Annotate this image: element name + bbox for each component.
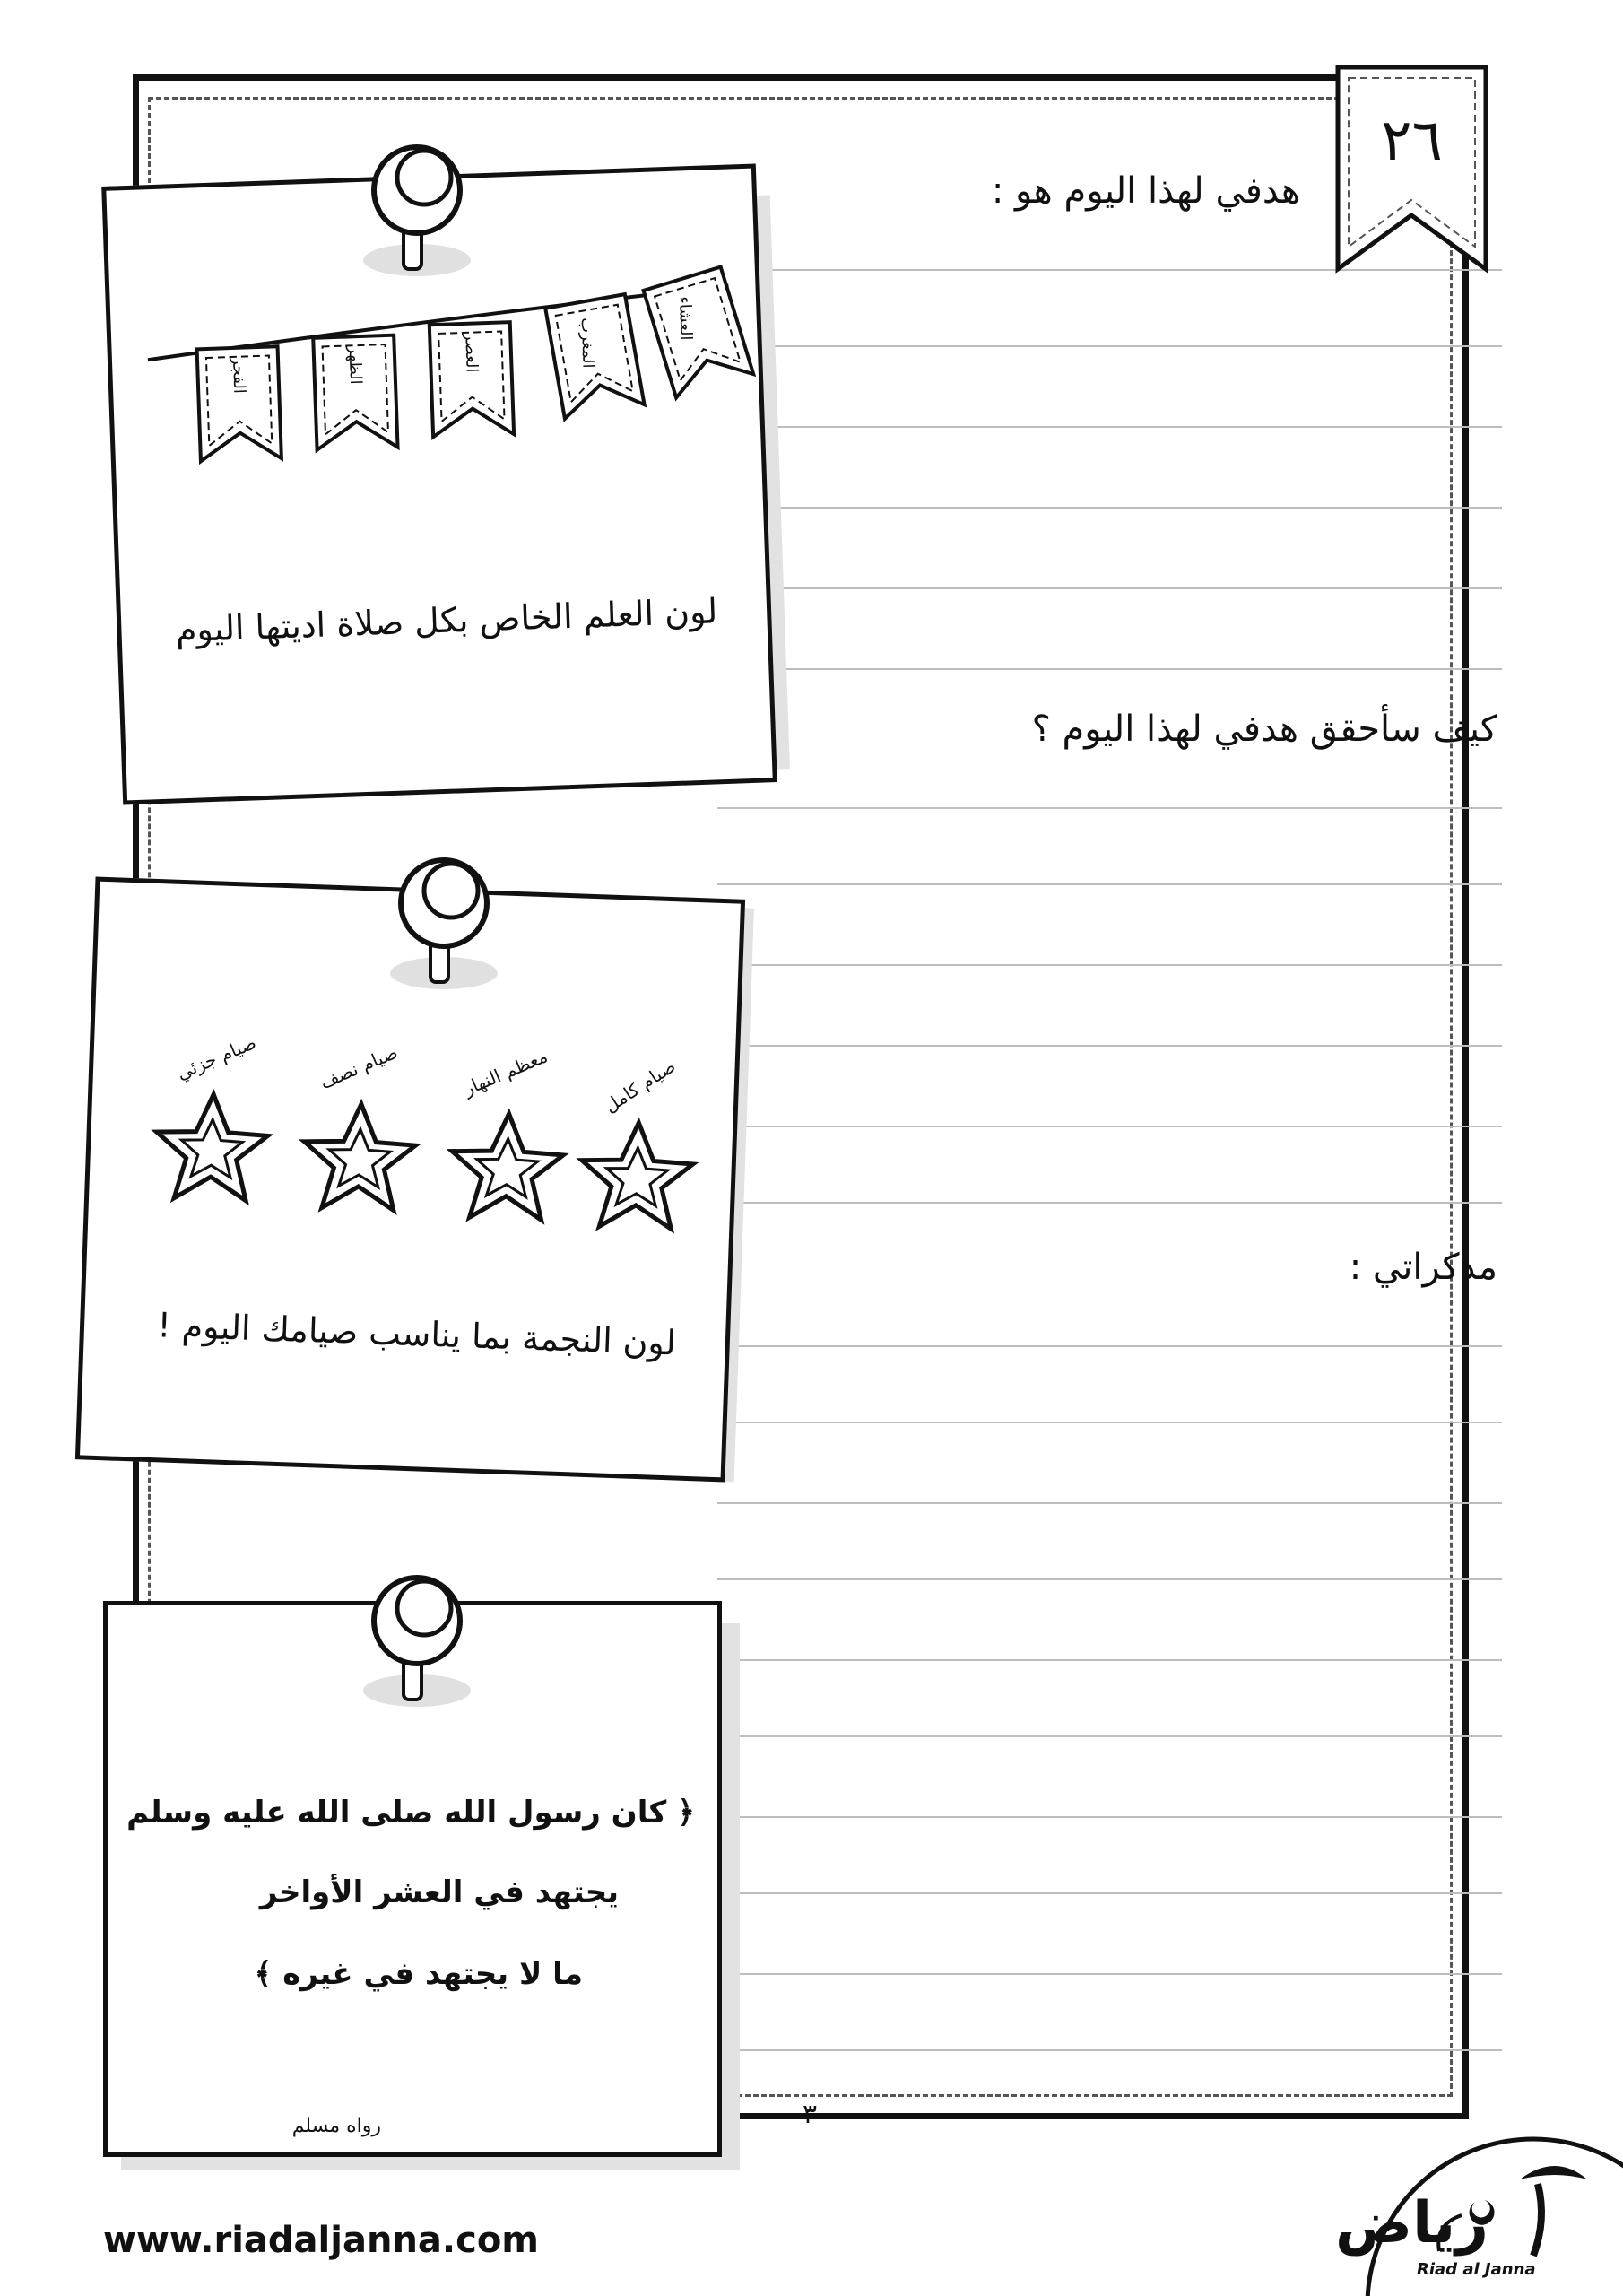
flag-icon	[644, 267, 754, 398]
push-pin-icon	[381, 848, 507, 1000]
hadith-line-2: يجتهد في العشر الأواخر	[259, 1874, 619, 1910]
star-icon	[302, 1102, 417, 1211]
push-pin-icon	[354, 1565, 480, 1718]
flag-label-fajr: الفجر	[228, 356, 249, 395]
hadith-source: رواه مسلم	[291, 2115, 381, 2137]
fasting-instruction: لون النجمة بما يناسب صيامك اليوم !	[156, 1305, 677, 1363]
star-icon	[450, 1112, 565, 1221]
goal-heading: هدفي لهذا اليوم هو :	[991, 170, 1300, 212]
notes-heading: مذكراتي :	[1349, 1247, 1497, 1288]
star-label-full: صيام كامل	[600, 1055, 680, 1118]
push-pin-icon	[354, 135, 480, 287]
flag-label-dhuhr: الظهر	[344, 344, 366, 386]
prayer-instruction: لون العلم الخاص بكل صلاة اديتها اليوم	[175, 591, 718, 650]
star-label-half: صيام نصف	[317, 1041, 401, 1093]
hadith-line-1: ﴿ كان رسول الله صلى الله عليه وسلم	[126, 1795, 695, 1831]
logo-caption: Riad al Janna	[1417, 2260, 1536, 2279]
flag-label-isha: العشاء	[674, 295, 696, 341]
flag-label-asr: العصر	[461, 332, 482, 373]
hadith-line-3: ما لا يجتهد في غيره ﴾	[254, 1956, 583, 1992]
how-heading: كيف سأحقق هدفي لهذا اليوم ؟	[1031, 709, 1497, 750]
website-url[interactable]: www.riadaljanna.com	[103, 2220, 539, 2261]
flag-label-maghrib: المغرب	[577, 317, 598, 369]
day-ribbon	[1333, 63, 1490, 274]
day-number: ٢٦	[1381, 108, 1443, 174]
prayer-flags-garland	[145, 268, 736, 522]
star-icon	[154, 1092, 269, 1201]
page-number: –٣٠–	[789, 2099, 846, 2130]
logo-arabic-text: رياض	[1335, 2190, 1488, 2257]
star-label-most: معظم النهار	[460, 1045, 551, 1100]
star-icon	[579, 1121, 694, 1230]
star-label-partial: صيام جزئي	[173, 1031, 260, 1084]
